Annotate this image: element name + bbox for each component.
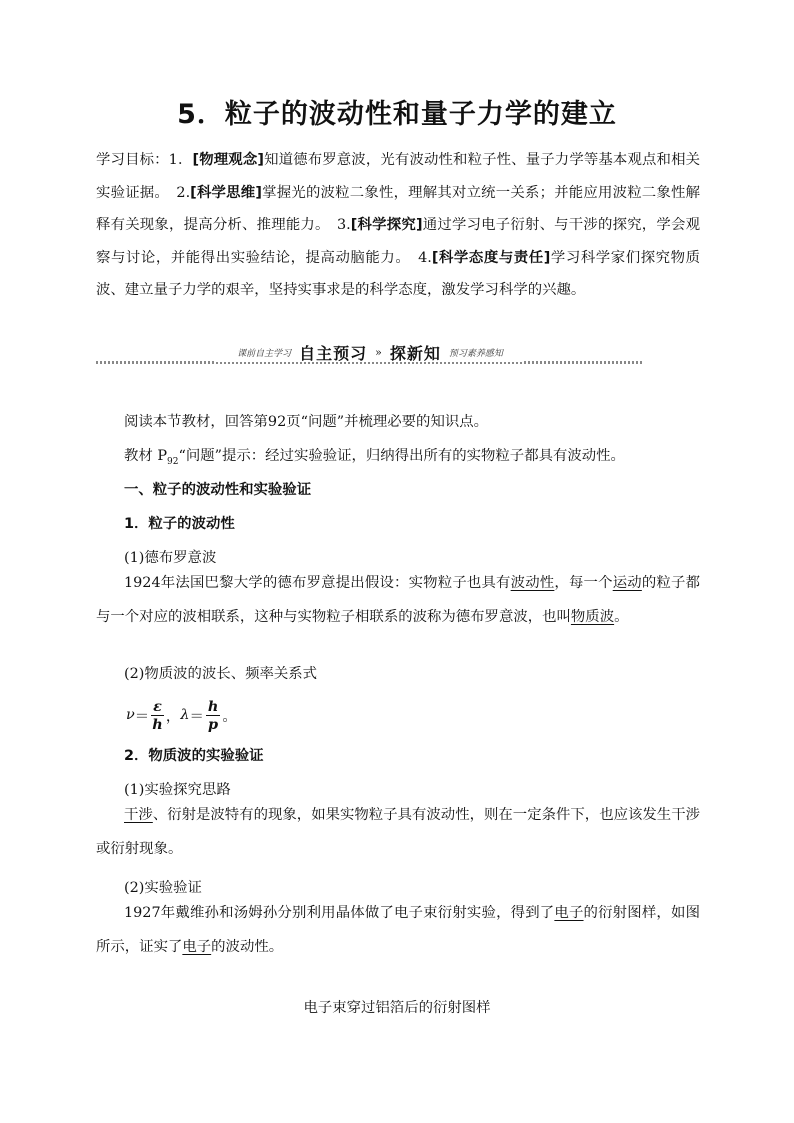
para1-underline-3: 物质波	[570, 609, 615, 625]
goal-text-3: 通过学习电子衍射、与干涉的探究，学会观察与讨论，并能得出实验结论，提高动脑能力。 4.	[96, 217, 700, 266]
hint-page-number: 92	[167, 456, 179, 467]
subheading-2a: (1)实验探究思路	[124, 782, 231, 798]
banner-right-text: 预习素养感知	[448, 348, 503, 359]
para3-text-b: 的衍射图样，如图所示，证实了	[96, 905, 700, 955]
goal-tag-1: [物理观念]	[192, 152, 264, 168]
banner-row	[216, 342, 524, 362]
goal-text-1: 知道德布罗意波，光有波动性和粒子性、量子力学等基本观点和相关实验证据。 2.	[96, 152, 700, 201]
para1-text-a: 1924年法国巴黎大学的德布罗意提出假设：实物粒子也具有	[124, 575, 511, 591]
goal-text-4: 学习科学家们探究物质波、建立量子力学的艰辛，坚持实事求是的科学态度，激发学习科学的兴趣。	[96, 249, 700, 298]
formula-numerator-2: h	[207, 697, 219, 715]
banner-main-text: 自主预习	[299, 343, 368, 363]
formula-lambda: λ	[180, 707, 190, 723]
formula-numerator-1: ε	[153, 697, 162, 715]
goal-text-2: 掌握光的波粒二象性，理解其对立统一关系；并能应用波粒二象性解释有关现象，提高分析、推理能力。 3.	[96, 184, 701, 233]
para2-underline-1: 干涉	[124, 807, 153, 823]
learning-goals	[96, 144, 700, 307]
para3-text-a: 1927年戴维孙和汤姆孙分别利用晶体做了电子束衍射实验，得到了	[124, 905, 555, 921]
formula-equals-1: ＝	[134, 708, 150, 725]
formula-separator: ，	[165, 708, 181, 725]
banner-main-text-2: 探新知	[389, 343, 441, 363]
matter-wave-formula	[126, 695, 237, 735]
subheading-1a: (1)德布罗意波	[124, 550, 217, 566]
hint-text: “问题”提示：经过实验验证，归纳得出所有的实物粒子都具有波动性。	[178, 448, 625, 464]
para3-underline-1: 电子	[554, 905, 584, 921]
experiment-idea-paragraph	[96, 798, 700, 866]
goal-tag-3: [科学探究]	[350, 217, 423, 233]
formula-denominator-2: p	[208, 715, 219, 733]
para1-text-b: ，每一个	[554, 575, 613, 591]
section-banner	[96, 342, 644, 364]
para2-text-a: 、衍射是波特有的现象，如果实物粒子具有波动性，则在一定条件下，也应该发生干涉或衍射现象。	[96, 807, 700, 857]
subheading-1: 1．粒子的波动性	[124, 516, 235, 532]
de-broglie-paragraph	[96, 566, 700, 634]
hint-paragraph	[96, 446, 728, 472]
section-heading-1: 一、粒子的波动性和实验验证	[124, 482, 312, 498]
subheading-2b: (2)实验验证	[124, 880, 202, 896]
formula-equals-2: ＝	[189, 708, 204, 725]
intro-paragraph: 阅读本节教材，回答第92页“问题”并梳理必要的知识点。	[124, 414, 489, 430]
para1-underline-1: 波动性	[510, 575, 555, 591]
formula-end: 。	[222, 708, 237, 725]
page-title: 5．粒子的波动性和量子力学的建立	[177, 99, 617, 130]
hint-prefix: 教材 P	[124, 448, 168, 464]
para3-underline-2: 电子	[182, 939, 212, 955]
formula-fraction-2	[206, 698, 220, 733]
goal-tag-2: [科学思维]	[190, 184, 262, 201]
banner-arrow-icon: »	[375, 345, 382, 359]
experiment-result-paragraph	[96, 896, 700, 964]
figure-caption: 电子束穿过铝箔后的衍射图样	[303, 1000, 491, 1016]
para1-text-d: 。	[614, 609, 629, 625]
subheading-1b: (2)物质波的波长、频率关系式	[124, 666, 318, 682]
para1-text-c: 的粒子都与一个对应的波相联系，这种与实物粒子相联系的波称为德布罗意波，也叫	[96, 575, 700, 625]
formula-nu: ν	[126, 707, 135, 723]
banner-left-text: 课前自主学习	[237, 348, 292, 359]
subheading-2: 2．物质波的实验验证	[124, 748, 264, 764]
para3-text-c: 的波动性。	[211, 939, 284, 955]
goal-tag-4: [科学态度与责任]	[431, 249, 551, 266]
formula-fraction-1	[151, 698, 164, 733]
formula-denominator-1: h	[152, 715, 163, 733]
para1-underline-2: 运动	[612, 575, 642, 591]
goals-lead: 学习目标：1．	[96, 152, 193, 168]
